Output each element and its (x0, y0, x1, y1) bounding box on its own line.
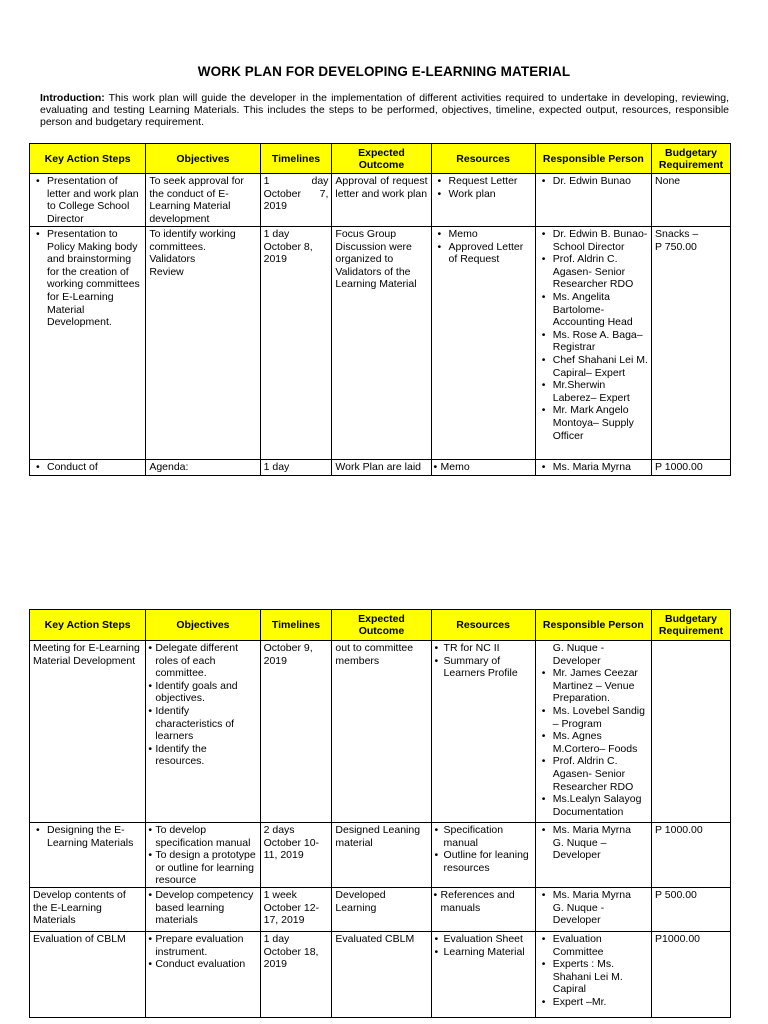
header-responsible-person: Responsible Person (535, 610, 651, 641)
header-timelines: Timelines (260, 610, 332, 641)
outcome-text: Focus Group Discussion were organized to Validators of the Learning Material (332, 227, 431, 460)
objective-item: • Identify the resources. (149, 743, 256, 768)
header-timelines: Timelines (260, 144, 332, 174)
responsible-person-item: • Ms.Lealyn Salayog Documentation (539, 793, 648, 818)
timeline-text: 1 day October 18, 2019 (260, 931, 332, 1017)
header-expected-outcome: Expected Outcome (332, 144, 431, 174)
responsible-person-item: • Ms. Lovebel Sandig – Program (539, 705, 648, 730)
resource-item: • Outline for leaning resources (435, 849, 532, 874)
objective-item: • Develop competency based learning materials (149, 889, 256, 927)
introduction-label: Introduction: (40, 92, 105, 104)
outcome-text: Evaluated CBLM (332, 931, 431, 1017)
header-key-action-steps: Key Action Steps (30, 144, 146, 174)
key-action-step: Meeting for E-Learning Material Development (30, 641, 146, 823)
budget-text: None (652, 174, 731, 227)
responsible-person-item: • Mr.Sherwin Laberez– Expert (539, 379, 648, 404)
objective-text: Agenda: (146, 460, 260, 476)
header-budgetary-requirement: Budgetary Requirement (652, 144, 731, 174)
timeline-text: 1 day October 8, 2019 (260, 227, 332, 460)
outcome-text: Approval of request letter and work plan (332, 174, 431, 227)
outcome-text: Developed Learning (332, 887, 431, 931)
responsible-person-item: • Dr. Edwin B. Bunao- School Director (539, 228, 648, 253)
responsible-person-item: • Chef Shahani Lei M. Capiral– Expert (539, 354, 648, 379)
key-action-step: • Presentation of letter and work plan to College School Director (33, 175, 142, 225)
header-budgetary-requirement: Budgetary Requirement (652, 610, 731, 641)
header-objectives: Objectives (146, 144, 260, 174)
work-plan-table-1 (29, 143, 731, 476)
table-row (30, 641, 731, 823)
table-header-row (30, 610, 731, 641)
resource-item: • Request Letter (435, 175, 532, 188)
budget-text: P 1000.00 (652, 823, 731, 888)
responsible-person-item: • Ms. Angelita Bartolome-Accounting Head (539, 291, 648, 329)
outcome-text: out to committee members (332, 641, 431, 823)
introduction-text: This work plan will guide the developer in the implementation of different activities required to undertake in developing, reviewing, evaluating and testing Learning Materials. This includes the steps to be performed, objectives, timeline, expected output, resources, responsible person and budgetary requirement. (40, 92, 729, 128)
timeline-text: 1 week October 12-17, 2019 (260, 887, 332, 931)
responsible-person-item: • Prof. Aldrin C. Agasen- Senior Researcher RDO (539, 253, 648, 291)
key-action-step: Develop contents of the E-Learning Materials (30, 887, 146, 931)
table-row (30, 460, 731, 476)
budget-text: Snacks – (655, 228, 699, 240)
header-expected-outcome: Expected Outcome (332, 610, 431, 641)
header-resources: Resources (431, 610, 535, 641)
table-row (30, 227, 731, 460)
timeline-text: 2 days October 10-11, 2019 (260, 823, 332, 888)
resource-item: • Summary of Learners Profile (435, 655, 532, 680)
header-key-action-steps: Key Action Steps (30, 610, 146, 641)
table-row (30, 931, 731, 1017)
resource-item: • Approved Letter of Request (435, 241, 532, 266)
resource-item: • Work plan (435, 188, 532, 201)
table-header-row (30, 144, 731, 174)
key-action-step: • Presentation to Policy Making body and brainstorming for the creation of working committees for E-Learning Material Development. (33, 228, 142, 329)
responsible-person-item: • Ms. Maria Myrna (539, 889, 648, 902)
key-action-step: • Conduct of (33, 461, 142, 474)
objective-item: • Conduct evaluation (149, 958, 256, 971)
document-title: WORK PLAN FOR DEVELOPING E-LEARNING MATERIAL (197, 64, 571, 79)
responsible-person-item: • Ms. Agnes M.Cortero– Foods (539, 730, 648, 755)
timeline-text: 1 day October 7, 2019 (260, 174, 332, 227)
table-row (30, 887, 731, 931)
responsible-person-item: • Evaluation Committee (539, 933, 648, 958)
budget-text: P 750.00 (655, 240, 697, 253)
outcome-text: Work Plan are laid (332, 460, 431, 476)
resource-item: • Memo (435, 461, 532, 474)
resource-item: • Evaluation Sheet (435, 933, 532, 946)
timeline-text: 1 day (260, 460, 332, 476)
timeline-text: October 9, 2019 (260, 641, 332, 823)
header-responsible-person: Responsible Person (535, 144, 651, 174)
resource-item: • References and manuals (435, 889, 532, 914)
budget-text: P 1000.00 (652, 460, 731, 476)
budget-text (652, 641, 731, 823)
budget-text: P1000.00 (652, 931, 731, 1017)
responsible-person-item: • Mr. Mark Angelo Montoya– Supply Officer (539, 404, 648, 442)
responsible-person-continued: G. Nuque - Developer (552, 901, 605, 927)
objective-item: • To develop specification manual (149, 824, 256, 849)
objective-item: • Identify goals and objectives. (149, 680, 256, 705)
responsible-person-item: • Ms. Maria Myrna (539, 824, 648, 837)
table-row (30, 823, 731, 888)
responsible-person-continued: G. Nuque – Developer (552, 836, 607, 862)
objective-text: To identify working committees. (149, 228, 236, 253)
responsible-person-item: • Ms. Maria Myrna (539, 461, 648, 474)
table-row (30, 174, 731, 227)
responsible-person-item: • Dr. Edwin Bunao (539, 175, 648, 188)
responsible-person-continued: G. Nuque - Developer (552, 642, 605, 667)
resource-item: • Learning Material (435, 946, 532, 959)
objective-text: To seek approval for the conduct of E-Learning Material development (146, 174, 260, 227)
header-resources: Resources (431, 144, 535, 174)
objective-text: Validators (149, 253, 196, 266)
objective-item: • Prepare evaluation instrument. (149, 933, 256, 958)
resource-item: • Specification manual (435, 824, 532, 849)
resource-item: • TR for NC II (435, 642, 532, 655)
responsible-person-item: • Mr. James Ceezar Martinez – Venue Preparation. (539, 667, 648, 705)
responsible-person-item: • Experts : Ms. Shahani Lei M. Capiral (539, 958, 648, 996)
objective-item: • Delegate different roles of each committee. (149, 642, 256, 680)
objective-text: Review (149, 265, 184, 278)
key-action-step: • Designing the E-Learning Materials (33, 824, 142, 849)
responsible-person-item: • Prof. Aldrin C. Agasen- Senior Researcher RDO (539, 755, 648, 793)
budget-text: P 500.00 (652, 887, 731, 931)
outcome-text: Designed Leaning material (332, 823, 431, 888)
resource-item: • Memo (435, 228, 532, 241)
work-plan-table-2 (29, 609, 731, 1018)
header-objectives: Objectives (146, 610, 260, 641)
introduction-paragraph (40, 93, 729, 128)
responsible-person-item: • Ms. Rose A. Baga– Registrar (539, 329, 648, 354)
responsible-person-item: • Expert –Mr. (539, 996, 648, 1009)
objective-item: • Identify characteristics of learners (149, 705, 256, 743)
key-action-step: Evaluation of CBLM (30, 931, 146, 1017)
objective-item: • To design a prototype or outline for learning resource (149, 849, 256, 887)
